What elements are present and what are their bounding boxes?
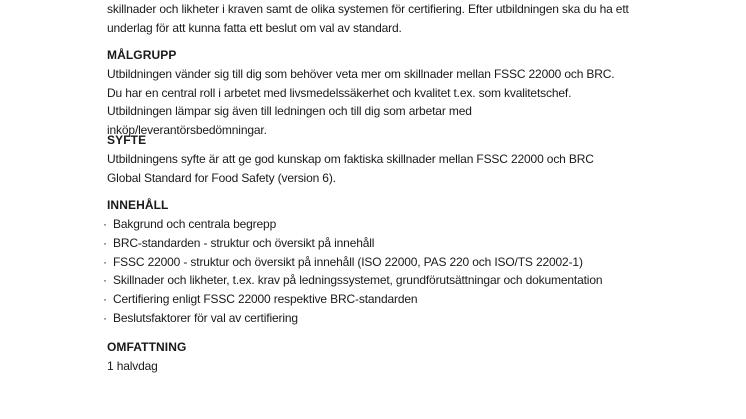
omfattning-text: 1 halvdag (107, 359, 158, 373)
list-item-text: Beslutsfaktorer för val av certifiering (113, 310, 298, 325)
list-item (103, 271, 637, 290)
list-item-text: Certifiering enligt FSSC 22000 respektive BRC-standarden (113, 292, 418, 307)
innehall-heading: INNEHÅLL (107, 198, 169, 212)
section-innehall (103, 197, 637, 328)
intro-text: skillnader och likheter i kraven samt de olika systemen för certifiering. Efter utbildningen ska du ha ett underlag för att kunna fatta ett beslut om val av standard. (107, 2, 629, 35)
section-omfattning (107, 339, 637, 376)
list-item-text: BRC-standarden - struktur och översikt på innehåll (113, 235, 375, 250)
list-item-text: Skillnader och likheter, t.ex. krav på ledningssystemet, grundförutsättningar och dokumentation (113, 273, 603, 288)
list-item (103, 234, 637, 253)
malgrupp-text: Utbildningen vänder sig till dig som behöver veta mer om skillnader mellan FSSC 22000 och BRC. Du har en central roll i arbetet med livsmedelssäkerhet och kvalitet t.ex. som kvalitetschef. Utbildningen lämpar sig även till ledningen och till dig som arbetar med inköp/leverantörsbedömningar. (107, 67, 615, 137)
bullet-icon: · (103, 292, 107, 307)
bullet-icon: · (103, 217, 107, 231)
omfattning-heading: OMFATTNING (107, 340, 187, 354)
list-item-text: Bakgrund och centrala begrepp (113, 217, 277, 231)
list-item (103, 253, 637, 272)
syfte-heading: SYFTE (107, 133, 147, 147)
section-syfte (107, 132, 637, 187)
list-item (103, 290, 637, 309)
bullet-icon: · (103, 235, 107, 250)
bullet-icon: · (103, 273, 107, 288)
bullet-icon: · (103, 310, 107, 325)
intro-paragraph-block (107, 0, 632, 37)
malgrupp-heading: MÅLGRUPP (107, 48, 177, 62)
list-item (103, 215, 637, 234)
innehall-list (103, 215, 637, 328)
list-item (103, 309, 637, 328)
section-malgrupp (107, 47, 637, 139)
bullet-icon: · (103, 254, 107, 269)
list-item-text: FSSC 22000 - struktur och översikt på innehåll (ISO 22000, PAS 220 och ISO/TS 22002-1) (113, 254, 583, 269)
syfte-text: Utbildningens syfte är att ge god kunskap om faktiska skillnader mellan FSSC 22000 och BRC Global Standard for Food Safety (version 6). (107, 152, 594, 185)
